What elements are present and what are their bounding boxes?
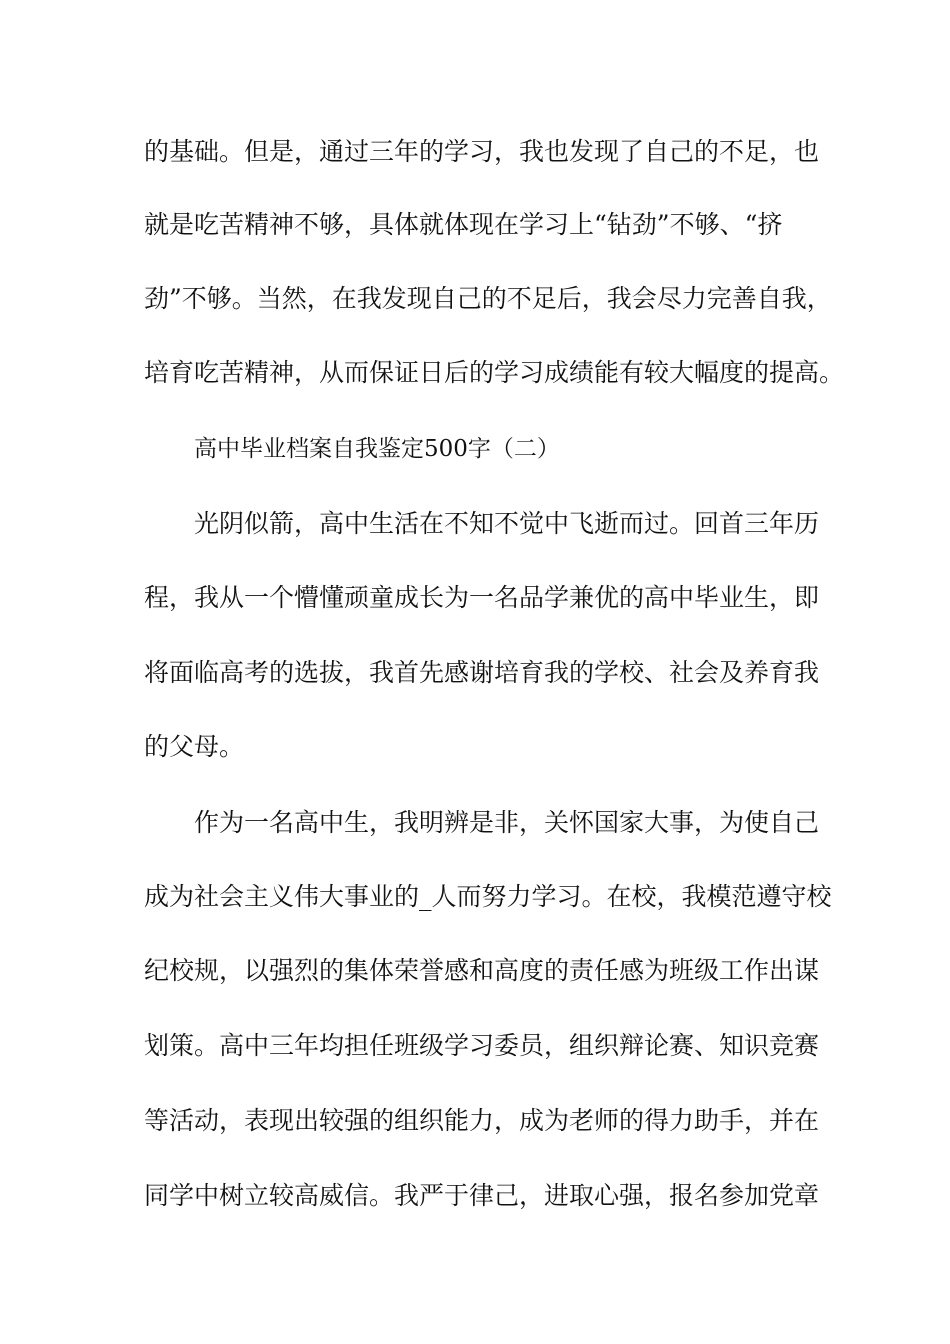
text-line-13: 划策。高中三年均担任班级学习委员，组织辩论赛、知识竞赛 [144, 1031, 820, 1060]
text-line-12: 纪校规，以强烈的集体荣誉感和高度的责任感为班级工作出谋 [144, 956, 820, 985]
text-line-1: 的基础。但是，通过三年的学习，我也发现了自己的不足，也 [144, 137, 820, 166]
text-line-8: 将面临高考的选拔，我首先感谢培育我的学校、社会及养育我 [144, 658, 820, 687]
text-line-2: 就是吃苦精神不够，具体就体现在学习上“钻劲”不够、“挤 [144, 210, 783, 239]
text-line-9: 的父母。 [144, 732, 245, 761]
text-line-7: 程，我从一个懵懂顽童成长为一名品学兼优的高中毕业生，即 [144, 583, 820, 612]
paragraph-start-2: 作为一名高中生，我明辨是非，关怀国家大事，为使自己 [194, 808, 820, 837]
section-heading: 高中毕业档案自我鉴定500字（二） [194, 436, 560, 462]
text-line-11: 成为社会主义伟大事业的_人而努力学习。在校，我模范遵守校 [144, 882, 832, 911]
text-line-3: 劲”不够。当然，在我发现自己的不足后，我会尽力完善自我， [144, 284, 832, 313]
text-line-14: 等活动，表现出较强的组织能力，成为老师的得力助手，并在 [144, 1106, 820, 1135]
text-line-15: 同学中树立较高威信。我严于律己，进取心强，报名参加党章 [144, 1181, 820, 1210]
text-line-4: 培育吃苦精神，从而保证日后的学习成绩能有较大幅度的提高。 [144, 358, 845, 387]
paragraph-start-1: 光阴似箭，高中生活在不知不觉中飞逝而过。回首三年历 [194, 509, 820, 538]
